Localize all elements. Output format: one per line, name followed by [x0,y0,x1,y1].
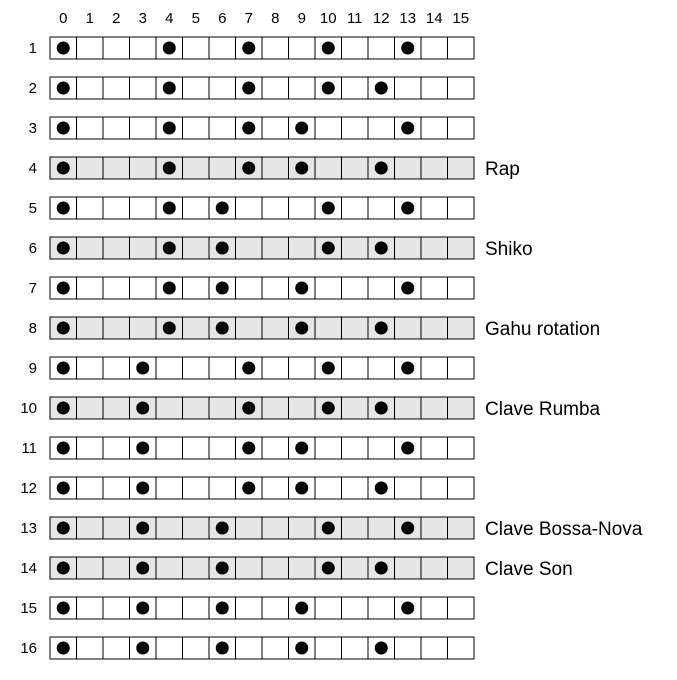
onset-dot [57,642,70,655]
grid-cell [421,477,448,499]
column-label-4: 4 [165,10,174,27]
grid-cell [103,37,130,59]
onset-dot [322,522,335,535]
onset-dot [136,362,149,375]
grid-cell [156,517,183,539]
grid-cell [183,637,210,659]
grid-cell [77,317,104,339]
grid-cell [395,317,422,339]
grid-cell [77,157,104,179]
grid-cell [342,477,369,499]
grid-cell [209,477,236,499]
grid-cell [342,437,369,459]
grid-cell [421,437,448,459]
onset-dot [57,562,70,575]
grid-cell [262,557,289,579]
grid-cell [236,237,263,259]
grid-cell [236,517,263,539]
grid-cell [421,77,448,99]
grid-cell [103,437,130,459]
grid-cell [183,237,210,259]
grid-cell [448,157,475,179]
grid-cell [209,157,236,179]
grid-cell [209,397,236,419]
onset-dot [295,122,308,135]
onset-dot [401,522,414,535]
onset-dot [57,522,70,535]
grid-cell [130,117,157,139]
onset-dot [401,442,414,455]
onset-dot [242,82,255,95]
grid-cell [262,197,289,219]
column-label-13: 13 [399,10,417,27]
onset-dot [163,202,176,215]
onset-dot [57,122,70,135]
grid-cell [289,37,316,59]
grid-cell [262,157,289,179]
grid-cell [77,397,104,419]
grid-cell [368,117,395,139]
grid-cell [421,197,448,219]
grid-cell [156,557,183,579]
grid-cell [289,197,316,219]
grid-cell [183,317,210,339]
grid-cell [421,597,448,619]
onset-dot [216,202,229,215]
grid-cell [262,117,289,139]
grid-cell [77,477,104,499]
column-label-6: 6 [218,10,227,27]
grid-cell [395,477,422,499]
grid-cell [183,557,210,579]
grid-cell [103,157,130,179]
onset-dot [136,402,149,415]
grid-cell [183,357,210,379]
grid-cell [448,317,475,339]
rhythm-name-label: Clave Son [485,559,573,580]
grid-cell [448,437,475,459]
onset-dot [295,442,308,455]
row-label-16: 16 [20,640,37,657]
row-label-1: 1 [28,40,37,57]
row-label-14: 14 [20,560,37,577]
onset-dot [295,162,308,175]
onset-dot [216,522,229,535]
grid-cell [156,597,183,619]
grid-cell [342,517,369,539]
grid-cell [156,437,183,459]
row-label-13: 13 [20,520,37,537]
onset-dot [375,402,388,415]
grid-cell [77,517,104,539]
grid-cell [77,277,104,299]
onset-dot [322,562,335,575]
onset-dot [322,362,335,375]
row-label-4: 4 [28,160,37,177]
onset-dot [375,642,388,655]
onset-dot [163,322,176,335]
grid-cell [77,437,104,459]
grid-cell [262,397,289,419]
onset-dot [57,442,70,455]
onset-dot [295,642,308,655]
grid-cell [448,597,475,619]
column-label-12: 12 [372,10,390,27]
grid-cell [156,397,183,419]
onset-dot [375,162,388,175]
column-label-9: 9 [297,10,306,27]
grid-cell [395,237,422,259]
grid-cell [103,397,130,419]
rhythm-name-label: Shiko [485,239,533,260]
onset-dot [57,322,70,335]
grid-cell [448,357,475,379]
grid-cell [448,637,475,659]
grid-cell [262,517,289,539]
grid-cell [77,237,104,259]
grid-cell [421,37,448,59]
grid-cell [315,117,342,139]
grid-cell [103,117,130,139]
row-label-3: 3 [28,120,37,137]
grid-cell [77,37,104,59]
grid-cell [77,357,104,379]
grid-cell [421,157,448,179]
grid-cell [130,77,157,99]
column-label-3: 3 [138,10,147,27]
grid-cell [103,237,130,259]
grid-cell [103,317,130,339]
grid-cell [315,277,342,299]
grid-cell [103,517,130,539]
grid-cell [289,557,316,579]
grid-cell [315,437,342,459]
grid-cell [448,77,475,99]
onset-dot [242,402,255,415]
grid-cell [77,117,104,139]
onset-dot [375,562,388,575]
grid-cell [262,597,289,619]
row-label-15: 15 [20,600,37,617]
grid-cell [103,557,130,579]
onset-dot [57,202,70,215]
column-label-14: 14 [425,10,443,27]
grid-cell [368,197,395,219]
row-label-5: 5 [28,200,37,217]
grid-cell [236,197,263,219]
column-label-2: 2 [112,10,121,27]
onset-dot [242,482,255,495]
onset-dot [57,242,70,255]
grid-cell [421,117,448,139]
row-label-7: 7 [28,280,37,297]
grid-cell [209,357,236,379]
onset-dot [375,482,388,495]
onset-dot [401,602,414,615]
grid-cell [289,357,316,379]
grid-cell [77,637,104,659]
grid-cell [103,77,130,99]
grid-cell [103,477,130,499]
grid-cell [103,637,130,659]
grid-cell [421,637,448,659]
grid-cell [156,477,183,499]
onset-dot [322,242,335,255]
onset-dot [295,282,308,295]
grid-cell [421,397,448,419]
grid-cell [448,557,475,579]
grid-cell [236,317,263,339]
onset-dot [216,282,229,295]
onset-dot [322,42,335,55]
onset-dot [401,362,414,375]
onset-dot [163,82,176,95]
onset-dot [242,442,255,455]
grid-cell [262,477,289,499]
grid-cell [77,597,104,619]
grid-cell [77,197,104,219]
onset-dot [136,442,149,455]
onset-dot [163,42,176,55]
rhythm-name-label: Clave Bossa-Nova [485,519,643,540]
grid-cell [395,77,422,99]
onset-dot [401,202,414,215]
grid-cell [236,597,263,619]
grid-cell [130,277,157,299]
grid-cell [156,357,183,379]
grid-cell [395,557,422,579]
onset-dot [401,42,414,55]
grid-cell [342,597,369,619]
grid-cell [262,437,289,459]
grid-cell [183,197,210,219]
grid-cell [262,37,289,59]
grid-cell [103,197,130,219]
onset-dot [216,642,229,655]
onset-dot [163,162,176,175]
column-label-15: 15 [452,10,470,27]
onset-dot [163,122,176,135]
grid-cell [183,117,210,139]
grid-cell [262,237,289,259]
onset-dot [242,42,255,55]
grid-cell [368,357,395,379]
grid-cell [183,597,210,619]
grid-cell [395,157,422,179]
grid-cell [448,277,475,299]
grid-cell [130,37,157,59]
grid-cell [342,157,369,179]
grid-cell [236,557,263,579]
column-label-1: 1 [85,10,94,27]
grid-cell [342,557,369,579]
grid-cell [236,277,263,299]
grid-cell [183,37,210,59]
grid-cell [289,77,316,99]
rhythm-name-label: Clave Rumba [485,399,601,420]
grid-cell [342,237,369,259]
row-label-11: 11 [21,440,37,457]
grid-cell [342,117,369,139]
grid-cell [368,517,395,539]
grid-cell [448,477,475,499]
grid-cell [209,117,236,139]
grid-cell [368,37,395,59]
onset-dot [322,402,335,415]
grid-cell [315,637,342,659]
grid-cell [315,157,342,179]
grid-cell [368,277,395,299]
grid-cell [183,157,210,179]
grid-cell [421,357,448,379]
grid-cell [342,357,369,379]
grid-cell [183,77,210,99]
grid-cell [421,557,448,579]
grid-cell [183,397,210,419]
grid-cell [342,317,369,339]
onset-dot [136,602,149,615]
grid-cell [448,197,475,219]
grid-cell [156,637,183,659]
onset-dot [242,122,255,135]
grid-cell [77,557,104,579]
onset-dot [295,602,308,615]
grid-cell [262,277,289,299]
grid-cell [209,77,236,99]
grid-cell [315,317,342,339]
onset-dot [295,482,308,495]
grid-cell [183,477,210,499]
grid-cell [183,437,210,459]
grid-cell [289,397,316,419]
onset-dot [57,362,70,375]
column-label-11: 11 [346,10,363,27]
onset-dot [216,322,229,335]
grid-cell [262,317,289,339]
onset-dot [136,482,149,495]
column-label-10: 10 [319,10,337,27]
row-label-8: 8 [28,320,37,337]
onset-dot [57,482,70,495]
column-label-0: 0 [59,10,68,27]
grid-cell [130,317,157,339]
onset-dot [401,122,414,135]
grid-cell [289,237,316,259]
onset-dot [57,282,70,295]
grid-cell [342,77,369,99]
grid-cell [315,597,342,619]
grid-cell [183,517,210,539]
onset-dot [57,602,70,615]
grid-cell [448,397,475,419]
row-label-9: 9 [28,360,37,377]
grid-cell [209,37,236,59]
grid-cell [342,197,369,219]
grid-cell [421,317,448,339]
onset-dot [136,562,149,575]
onset-dot [322,82,335,95]
onset-dot [401,282,414,295]
row-label-6: 6 [28,240,37,257]
onset-dot [163,242,176,255]
grid-cell [315,477,342,499]
grid-cell [289,517,316,539]
grid-cell [448,37,475,59]
grid-cell [103,597,130,619]
grid-cell [262,637,289,659]
grid-cell [262,357,289,379]
grid-cell [448,237,475,259]
grid-cell [342,277,369,299]
onset-dot [216,562,229,575]
grid-cell [368,597,395,619]
onset-dot [136,642,149,655]
onset-dot [242,362,255,375]
rhythm-name-label: Rap [485,159,520,180]
onset-dot [216,242,229,255]
grid-cell [448,517,475,539]
grid-cell [103,357,130,379]
grid-cell [236,637,263,659]
grid-cell [448,117,475,139]
grid-cell [421,517,448,539]
grid-cell [421,237,448,259]
rhythm-name-label: Gahu rotation [485,319,601,340]
grid-cell [342,637,369,659]
onset-dot [375,242,388,255]
onset-dot [57,402,70,415]
onset-dot [322,202,335,215]
onset-dot [163,282,176,295]
onset-dot [136,522,149,535]
column-label-7: 7 [244,10,253,27]
onset-dot [242,162,255,175]
grid-cell [77,77,104,99]
grid-cell [342,37,369,59]
onset-dot [375,322,388,335]
grid-cell [368,437,395,459]
column-label-8: 8 [271,10,280,27]
grid-cell [183,277,210,299]
onset-dot [216,602,229,615]
row-label-10: 10 [20,400,37,417]
grid-cell [103,277,130,299]
row-label-12: 12 [20,480,37,497]
grid-cell [262,77,289,99]
onset-dot [295,322,308,335]
grid-cell [395,397,422,419]
grid-cell [209,437,236,459]
grid-cell [130,197,157,219]
grid-cell [130,237,157,259]
row-label-2: 2 [28,80,37,97]
onset-dot [57,42,70,55]
onset-dot [375,82,388,95]
onset-dot [57,82,70,95]
onset-dot [57,162,70,175]
grid-cell [395,637,422,659]
column-label-5: 5 [191,10,200,27]
grid-cell [342,397,369,419]
grid-cell [130,157,157,179]
grid-cell [421,277,448,299]
